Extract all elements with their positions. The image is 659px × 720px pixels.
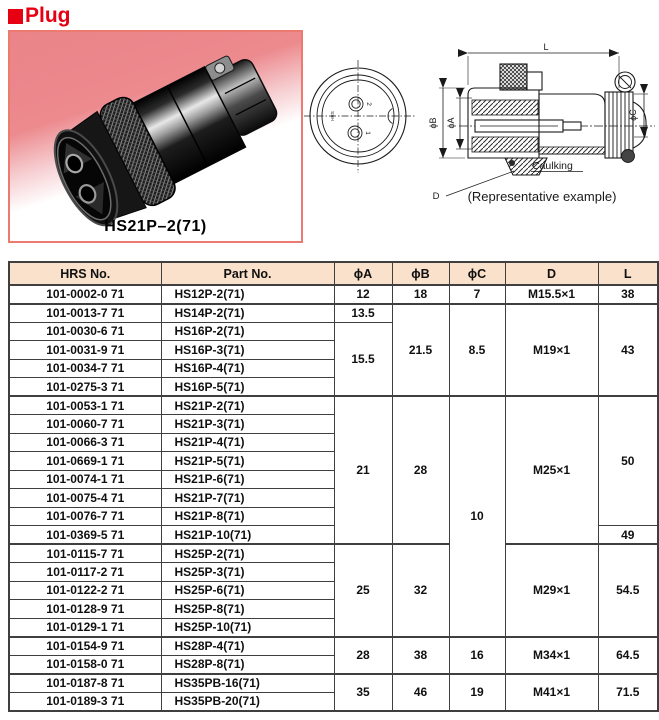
section-title-label: Plug bbox=[25, 4, 71, 27]
column-header-5: ϕC bbox=[449, 262, 505, 285]
table-row bbox=[9, 544, 658, 563]
part-no-cell: HS21P-3(71) bbox=[161, 415, 334, 434]
dim-phiA-label: ϕA bbox=[446, 117, 456, 129]
hrs-no-cell: 101-0074-1 71 bbox=[9, 470, 161, 489]
hrs-no-cell: 101-0369-5 71 bbox=[9, 526, 161, 545]
section-title bbox=[8, 5, 71, 26]
pin-1-label: 1 bbox=[364, 131, 371, 135]
part-no-cell: HS25P-3(71) bbox=[161, 563, 334, 582]
part-no-cell: HS28P-8(71) bbox=[161, 655, 334, 674]
part-no-cell: HS12P-2(71) bbox=[161, 285, 334, 304]
hrs-no-cell: 101-0034-7 71 bbox=[9, 359, 161, 378]
engraving-label: HRS bbox=[330, 111, 335, 121]
dimension-cell: 43 bbox=[598, 304, 658, 397]
dimension-cell: M19×1 bbox=[505, 304, 598, 397]
table-row bbox=[9, 674, 658, 693]
column-header-1: HRS No. bbox=[9, 262, 161, 285]
dimension-cell: 15.5 bbox=[334, 322, 392, 396]
part-no-cell: HS21P-8(71) bbox=[161, 507, 334, 526]
dimension-cell: 71.5 bbox=[598, 674, 658, 711]
part-no-cell: HS25P-8(71) bbox=[161, 600, 334, 619]
dim-D-label: D bbox=[432, 191, 440, 202]
table-row bbox=[9, 637, 658, 656]
dimension-cell: M34×1 bbox=[505, 637, 598, 674]
dim-phiC-label: ϕC bbox=[628, 109, 638, 121]
part-no-cell: HS25P-6(71) bbox=[161, 581, 334, 600]
dim-phiB-label: ϕB bbox=[428, 117, 438, 129]
product-photo-panel bbox=[8, 30, 303, 243]
dimension-cell: 64.5 bbox=[598, 637, 658, 674]
red-square-bullet-icon bbox=[8, 9, 23, 24]
caulking-label: Caulking bbox=[532, 160, 573, 172]
part-no-cell: HS21P-10(71) bbox=[161, 526, 334, 545]
hrs-no-cell: 101-0031-9 71 bbox=[9, 341, 161, 360]
dimension-cell: M41×1 bbox=[505, 674, 598, 711]
table-row bbox=[9, 285, 658, 304]
dimension-cell: 19 bbox=[449, 674, 505, 711]
hrs-no-cell: 101-0076-7 71 bbox=[9, 507, 161, 526]
dimension-cell: 25 bbox=[334, 544, 392, 637]
dimension-cell: 18 bbox=[392, 285, 449, 304]
hrs-no-cell: 101-0060-7 71 bbox=[9, 415, 161, 434]
dimension-cell: 38 bbox=[598, 285, 658, 304]
dimension-cell: 38 bbox=[392, 637, 449, 674]
hrs-no-cell: 101-0669-1 71 bbox=[9, 452, 161, 471]
part-no-cell: HS21P-2(71) bbox=[161, 396, 334, 415]
hrs-no-cell: 101-0013-7 71 bbox=[9, 304, 161, 323]
hrs-no-cell: 101-0117-2 71 bbox=[9, 563, 161, 582]
dimension-cell: M25×1 bbox=[505, 396, 598, 544]
dimension-cell: 10 bbox=[449, 396, 505, 637]
part-no-cell: HS16P-3(71) bbox=[161, 341, 334, 360]
dimension-cell: 28 bbox=[334, 637, 392, 674]
hrs-no-cell: 101-0122-2 71 bbox=[9, 581, 161, 600]
table-row bbox=[9, 304, 658, 323]
dimension-cell: 54.5 bbox=[598, 544, 658, 637]
part-no-cell: HS25P-2(71) bbox=[161, 544, 334, 563]
product-photo bbox=[10, 32, 301, 237]
dimension-cell: 28 bbox=[392, 396, 449, 544]
dim-L-label: L bbox=[543, 42, 549, 52]
pin-2-label: 2 bbox=[365, 102, 372, 106]
hrs-no-cell: 101-0066-3 71 bbox=[9, 433, 161, 452]
hrs-no-cell: 101-0002-0 71 bbox=[9, 285, 161, 304]
part-no-cell: HS16P-5(71) bbox=[161, 378, 334, 397]
hrs-no-cell: 101-0275-3 71 bbox=[9, 378, 161, 397]
part-no-cell: HS25P-10(71) bbox=[161, 618, 334, 637]
dimension-cell: 21 bbox=[334, 396, 392, 544]
part-no-cell: HS35PB-20(71) bbox=[161, 692, 334, 711]
part-no-cell: HS28P-4(71) bbox=[161, 637, 334, 656]
dimension-cell: 13.5 bbox=[334, 304, 392, 323]
hrs-no-cell: 101-0053-1 71 bbox=[9, 396, 161, 415]
part-no-cell: HS21P-7(71) bbox=[161, 489, 334, 508]
hrs-no-cell: 101-0115-7 71 bbox=[9, 544, 161, 563]
dimension-cell: M15.5×1 bbox=[505, 285, 598, 304]
hrs-no-cell: 101-0189-3 71 bbox=[9, 692, 161, 711]
column-header-3: ϕA bbox=[334, 262, 392, 285]
part-no-cell: HS16P-4(71) bbox=[161, 359, 334, 378]
hrs-no-cell: 101-0128-9 71 bbox=[9, 600, 161, 619]
column-header-6: D bbox=[505, 262, 598, 285]
dimension-cell: 12 bbox=[334, 285, 392, 304]
column-header-7: L bbox=[598, 262, 658, 285]
part-no-cell: HS35PB-16(71) bbox=[161, 674, 334, 693]
dimension-cell: 49 bbox=[598, 526, 658, 545]
table-row bbox=[9, 396, 658, 415]
dimension-cell: 32 bbox=[392, 544, 449, 637]
product-caption: HS21P–2(71) bbox=[104, 218, 207, 235]
dimension-cell: 7 bbox=[449, 285, 505, 304]
part-no-cell: HS21P-6(71) bbox=[161, 470, 334, 489]
dimension-cell: 50 bbox=[598, 396, 658, 526]
part-no-cell: HS21P-5(71) bbox=[161, 452, 334, 471]
dimension-cell: 35 bbox=[334, 674, 392, 711]
hrs-no-cell: 101-0187-8 71 bbox=[9, 674, 161, 693]
dimension-cell: 46 bbox=[392, 674, 449, 711]
dimension-cell: 16 bbox=[449, 637, 505, 674]
dimension-cell: M29×1 bbox=[505, 544, 598, 637]
part-no-cell: HS14P-2(71) bbox=[161, 304, 334, 323]
column-header-4: ϕB bbox=[392, 262, 449, 285]
dimension-cell: 21.5 bbox=[392, 304, 449, 397]
front-view bbox=[304, 60, 415, 173]
hrs-no-cell: 101-0158-0 71 bbox=[9, 655, 161, 674]
table-header-row bbox=[9, 262, 658, 285]
part-no-cell: HS16P-2(71) bbox=[161, 322, 334, 341]
part-no-cell: HS21P-4(71) bbox=[161, 433, 334, 452]
hrs-no-cell: 101-0129-1 71 bbox=[9, 618, 161, 637]
dimension-cell: 8.5 bbox=[449, 304, 505, 397]
hrs-no-cell: 101-0154-9 71 bbox=[9, 637, 161, 656]
hrs-no-cell: 101-0075-4 71 bbox=[9, 489, 161, 508]
column-header-2: Part No. bbox=[161, 262, 334, 285]
representative-note: (Representative example) bbox=[467, 189, 617, 204]
hrs-no-cell: 101-0030-6 71 bbox=[9, 322, 161, 341]
side-view bbox=[439, 53, 655, 196]
spec-table bbox=[8, 261, 659, 712]
technical-drawing bbox=[303, 38, 659, 218]
